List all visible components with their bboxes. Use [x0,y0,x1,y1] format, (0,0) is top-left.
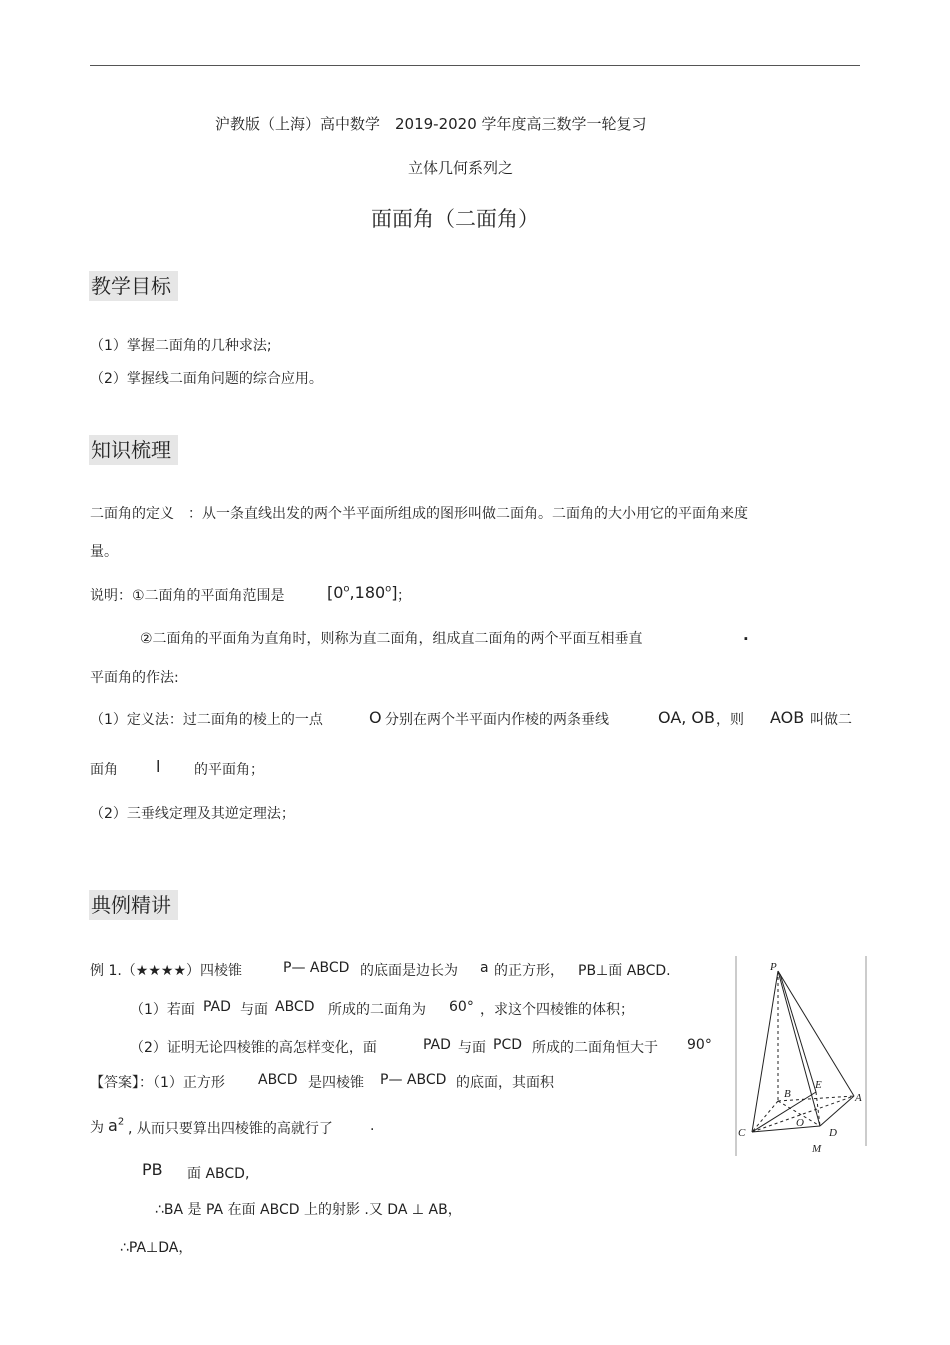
section-heading-knowledge: 知识梳理 [89,435,178,465]
method-1-text: 面角 [90,762,118,778]
example-part-2: PCD [493,1037,522,1053]
note-label: 说明：①二面角的平面角范围是 [90,588,285,604]
line-PB: PB [142,1160,163,1179]
area-a-squared: $a^2$ [108,1116,125,1135]
example-question: P— ABCD [283,960,350,976]
example-part-1: 60° [449,999,474,1015]
example-part-1: ABCD [275,999,315,1015]
example-part-2: 与面 [458,1040,486,1056]
goal-item: （2）掌握线二面角问题的综合应用。 [90,371,323,387]
example-question: PB⊥面 ABCD. [578,963,671,979]
note-dot: . [743,626,749,644]
note-end: ； [397,588,411,604]
header-line: 沪教版（上海）高中数学 2019-2020 学年度高三数学一轮复习 [215,115,647,133]
edge-l: l [156,757,161,776]
figure-label: A [855,1092,862,1104]
section-heading-goals: 教学目标 [89,271,178,301]
example-question: a [480,960,489,976]
note-right-angle: ②二面角的平面角为直角时，则称为直二面角，组成直二面角的两个平面互相垂直 [140,631,643,647]
answer-text: 是四棱锥 [308,1075,364,1091]
example-part-1: 所成的二面角为 [328,1002,426,1018]
angle-range: [0$^o$,180$^o$] [327,583,398,602]
answer-text: P— ABCD [380,1072,447,1088]
goal-item: （1）掌握二面角的几种求法; [90,338,272,354]
angle-AOB: AOB [770,708,805,727]
section-heading-examples: 典例精讲 [89,890,178,920]
answer-text: 【答案】：（1）正方形 [90,1075,225,1091]
figure-label: M [812,1143,822,1155]
definition-text-cont: 量。 [90,544,118,560]
method-1-text: 的平面角； [194,762,264,778]
lines-OA-OB: OA, OB [658,708,715,727]
example-part-1: 与面 [240,1002,268,1018]
answer-text: ABCD [258,1072,298,1088]
top-rule [90,65,860,66]
method-1-text: 分别在两个半平面内作棱的两条垂线 [385,712,609,728]
example-part-2: 所成的二面角恒大于 [532,1040,658,1056]
answer-text: 为 [90,1120,104,1136]
answer-text: , 从而只要算出四棱锥的高就行了 [128,1121,333,1137]
figure-label: O [796,1117,804,1129]
figure-label: D [829,1127,837,1139]
page-title: 面面角（二面角） [371,207,539,231]
answer-text: 的底面，其面积 [456,1075,554,1091]
answer-text: . [370,1118,375,1134]
example-question: 的底面是边长为 [360,963,458,979]
method-title: 平面角的作法: [90,670,179,686]
figure-label: E [815,1079,822,1091]
example-question: 的正方形， [494,963,564,979]
example-part-2: PAD [423,1037,451,1053]
example-part-1: PAD [203,999,231,1015]
method-1-text: ，则 [716,712,744,728]
method-1-text: （1）定义法：过二面角的棱上的一点 [90,712,323,728]
example-part-2: （2）证明无论四棱锥的高怎样变化，面 [130,1040,377,1056]
pyramid-figure [726,956,868,1156]
answer-text: 面 ABCD, [187,1166,250,1182]
figure-label: B [784,1088,791,1100]
figure-label: P [770,961,777,973]
figure-label: C [738,1127,746,1139]
example-part-1: ，求这个四棱锥的体积； [480,1002,634,1018]
method-1-text: 叫做二 [810,712,852,728]
method-2-text: （2）三垂线定理及其逆定理法； [90,806,295,822]
definition-text: 二面角的定义 ：从一条直线出发的两个半平面所组成的图形叫做二面角。二面角的大小用它的平面角来度 [90,506,748,522]
example-question: 例 1.（★★★★）四棱锥 [90,963,243,979]
example-part-2: 90° [687,1037,712,1053]
answer-text: ∴BA 是 PA 在面 ABCD 上的射影 .又 DA ⊥ AB， [155,1202,462,1218]
point-O: O [369,708,382,727]
example-part-1: （1）若面 [130,1002,195,1018]
series-subtitle: 立体几何系列之 [408,159,514,177]
answer-text: ∴PA⊥DA， [120,1240,193,1256]
